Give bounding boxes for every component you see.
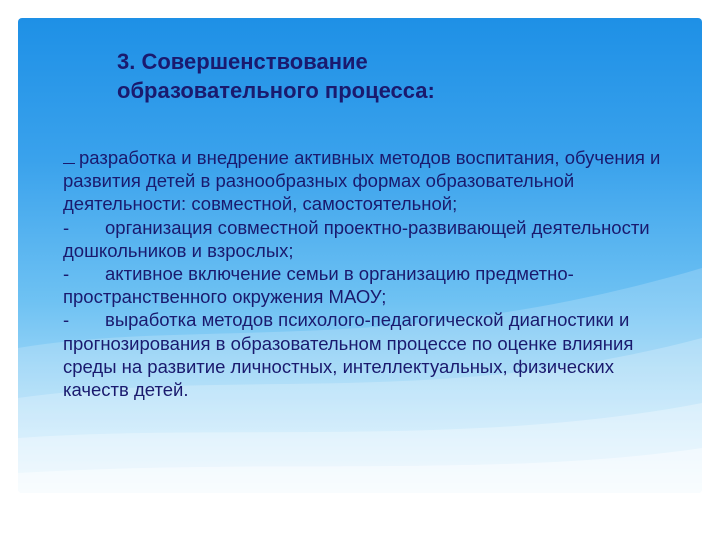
list-item — [63, 308, 663, 401]
list-item — [63, 216, 663, 262]
list-item-marker: - — [63, 263, 70, 285]
list-item-marker: - — [63, 309, 70, 331]
slide-title-line-2: образовательного процесса: — [117, 78, 435, 103]
list-item-text: разработка и внедрение активных методов воспитания, обучения и развития детей в разнообразных формах образовательной деятельности: совместной, самостоятельной; — [63, 147, 661, 215]
list-item — [63, 146, 663, 216]
list-item-text: активное включение семьи в организацию предметно-пространственного окружения МАОУ; — [63, 263, 574, 308]
slide-title — [117, 47, 637, 105]
list-item-marker: - — [63, 216, 70, 238]
slide-body — [63, 146, 663, 401]
list-item-text: организация совместной проектно-развивающей деятельности дошкольников и взрослых; — [63, 216, 650, 261]
bullet-underline-marker — [63, 149, 75, 164]
list-item — [63, 262, 663, 308]
list-item-text: выработка методов психолого-педагогической диагностики и прогнозирования в образовательном процессе по оценке влияния среды на развитие личностных, интеллектуальных, физических качеств детей. — [63, 309, 634, 401]
slide-title-line-1: 3. Совершенствование — [117, 49, 368, 74]
